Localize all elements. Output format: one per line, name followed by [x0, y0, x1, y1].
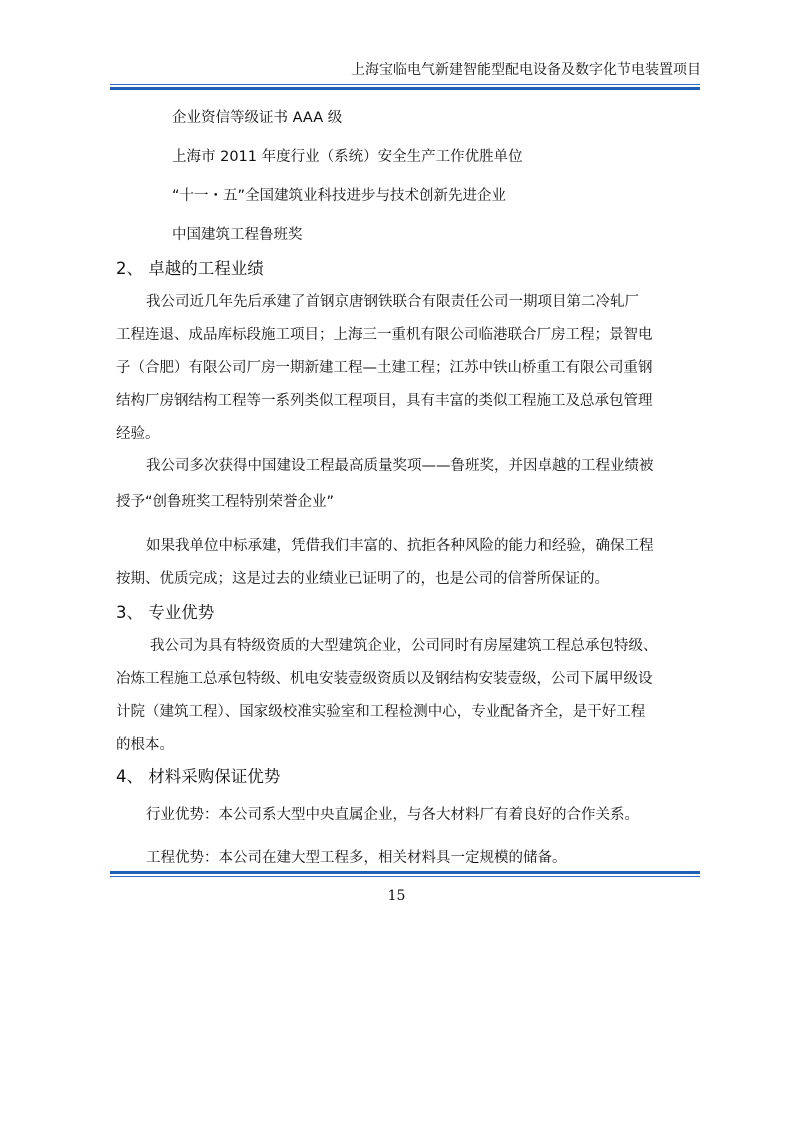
header-rule-thick [110, 87, 700, 90]
paragraph-line: 授予“创鲁班奖工程特别荣誉企业” [116, 494, 335, 510]
footer-rule-thick [110, 871, 700, 874]
paragraph-line: 我公司为具有特级资质的大型建筑企业，公司同时有房屋建筑工程总承包特级、 [150, 638, 658, 654]
document-header-title: 上海宝临电气新建智能型配电设备及数字化节电装置项目 [351, 62, 701, 78]
paragraph-line: 冶炼工程施工总承包特级、机电安装壹级资质以及钢结构安装壹级，公司下属甲级设 [116, 671, 653, 687]
header-rule-thin [110, 84, 700, 85]
paragraph-line: 行业优势：本公司系大型中央直属企业，与各大材料厂有着良好的合作关系。 [146, 807, 639, 823]
footer-rule-thin [110, 876, 700, 877]
section-heading: 2、 卓越的工程业绩 [116, 259, 264, 278]
section-heading: 4、 材料采购保证优势 [116, 767, 281, 786]
paragraph-line: 按期、优质完成；这是过去的业绩业已证明了的，也是公司的信誉所保证的。 [116, 571, 609, 587]
paragraph-line: 如果我单位中标承建，凭借我们丰富的、抗拒各种风险的能力和经验，确保工程 [146, 538, 654, 554]
paragraph-line: 工程优势：本公司在建大型工程多，相关材料具一定规模的储备。 [146, 850, 567, 866]
paragraph-line: 的根本。 [116, 737, 174, 753]
page-number: 15 [387, 888, 406, 904]
paragraph-line: 子（合肥）有限公司厂房一期新建工程—土建工程；江苏中铁山桥重工有限公司重钢 [116, 360, 653, 376]
award-line: 上海市 2011 年度行业（系统）安全生产工作优胜单位 [172, 149, 523, 165]
paragraph-line: 我公司近几年先后承建了首钢京唐钢铁联合有限责任公司一期项目第二冷轧厂 [146, 294, 639, 310]
award-line: “十一・五”全国建筑业科技进步与技术创新先进企业 [172, 188, 507, 204]
section-heading: 3、 专业优势 [116, 603, 215, 622]
paragraph-line: 结构厂房钢结构工程等一系列类似工程项目，具有丰富的类似工程施工及总承包管理 [116, 393, 653, 409]
award-line: 中国建筑工程鲁班奖 [172, 227, 303, 243]
paragraph-line: 我公司多次获得中国建设工程最高质量奖项——鲁班奖，并因卓越的工程业绩被 [146, 458, 654, 474]
award-line: 企业资信等级证书 AAA 级 [172, 110, 343, 126]
paragraph-line: 经验。 [116, 426, 160, 442]
paragraph-line: 计院（建筑工程）、国家级校准实验室和工程检测中心，专业配备齐全，是干好工程 [116, 704, 646, 720]
paragraph-line: 工程连退、成品库标段施工项目；上海三一重机有限公司临港联合厂房工程；景智电 [116, 327, 653, 343]
